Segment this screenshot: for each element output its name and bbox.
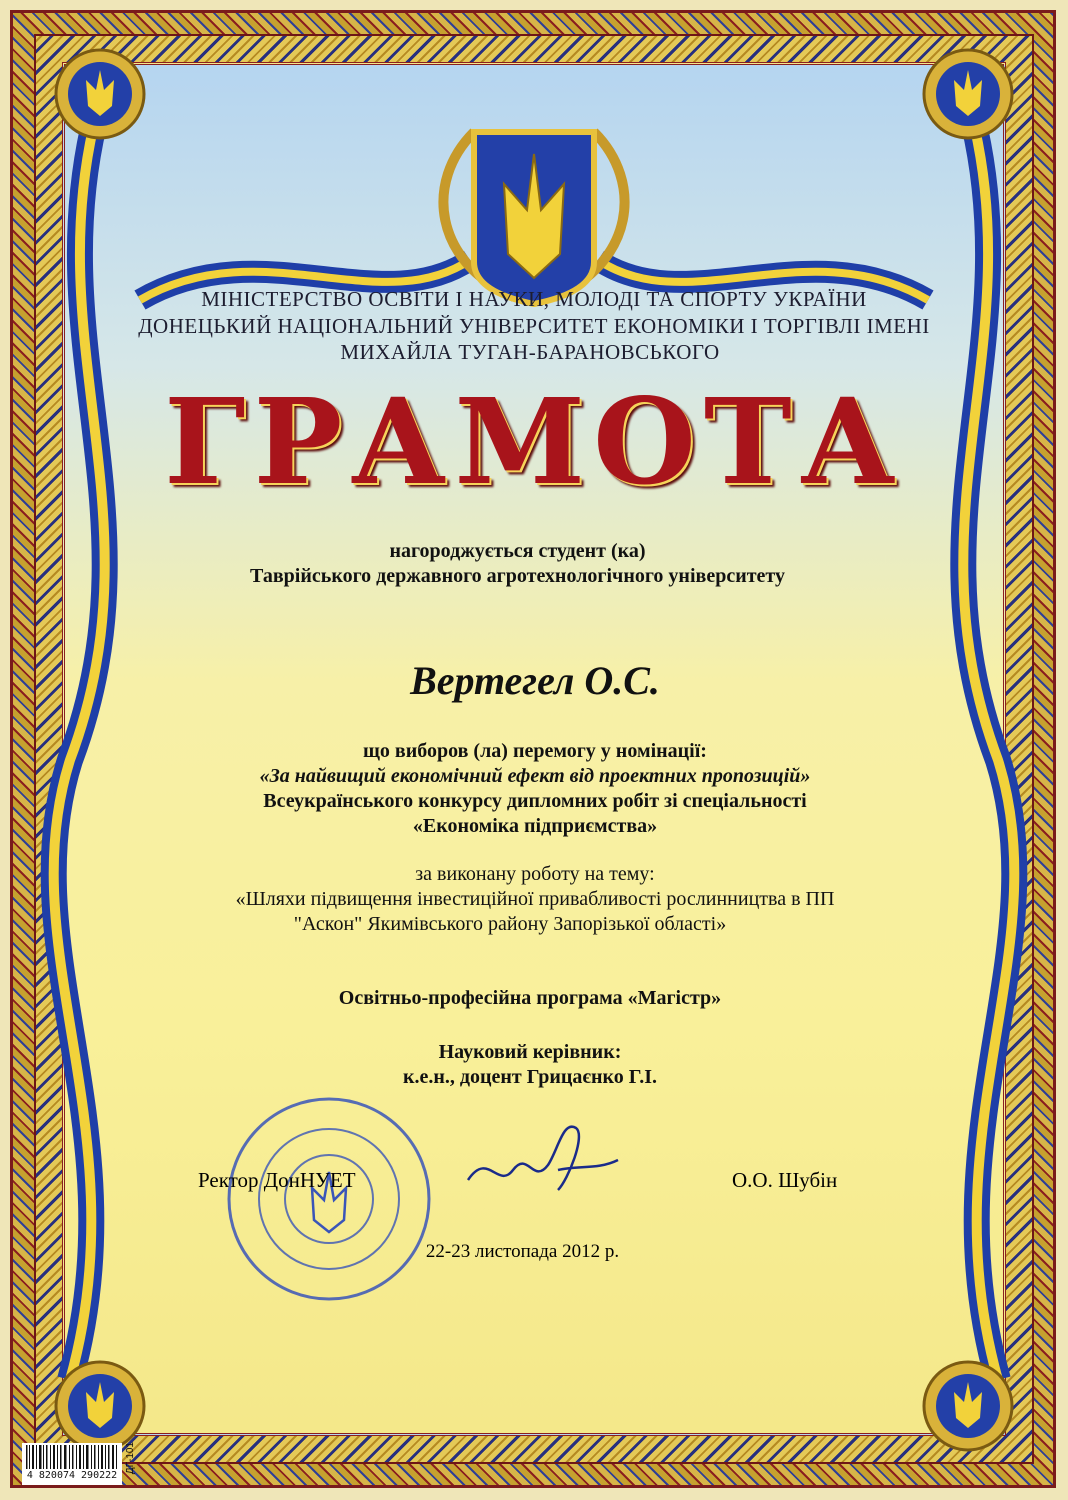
corner-trident-icon <box>52 46 148 142</box>
seal-stamp-icon <box>224 1094 434 1304</box>
university-line: ДОНЕЦЬКИЙ НАЦІОНАЛЬНИЙ УНІВЕРСИТЕТ ЕКОНОМІКИ І ТОРГІВЛІ ІМЕНІ <box>138 314 930 338</box>
supervisor-name: к.е.н., доцент Грицаєнко Г.І. <box>402 1066 658 1088</box>
university-name-line: МИХАЙЛА ТУГАН-БАРАНОВСЬКОГО <box>340 340 720 364</box>
supervisor-label: Науковий керівник: <box>438 1041 622 1063</box>
corner-trident-icon <box>920 46 1016 142</box>
corner-trident-icon <box>920 1358 1016 1454</box>
signature-icon <box>458 1110 628 1210</box>
ministry-line: МІНІСТЕРСТВО ОСВІТИ І НАУКИ, МОЛОДІ ТА СПОРТУ УКРАЇНИ <box>201 287 867 311</box>
awarded-line: нагороджується студент (ка) <box>389 540 646 562</box>
barcode-number: 4 820074 290222 <box>22 1470 122 1481</box>
trident-emblem-icon <box>404 92 664 312</box>
recipient-name: Вертегел О.С. <box>410 658 660 703</box>
topic-intro: за виконану роботу на тему: <box>415 863 655 885</box>
rector-label: Ректор ДонНУЕТ <box>198 1168 356 1192</box>
topic-line-2: "Аскон" Якимівського району Запорізької області» <box>293 913 727 935</box>
form-code: ДГ-101 <box>125 1442 136 1475</box>
contest-line: Всеукраїнського конкурсу дипломних робіт зі спеціальності <box>263 790 807 812</box>
award-date: 22-23 листопада 2012 р. <box>425 1241 620 1262</box>
topic-line: «Шляхи підвищення інвестиційної привабливості рослинництва в ПП <box>235 888 835 910</box>
reason-line: що виборов (ла) перемогу у номінації: <box>363 740 707 762</box>
specialty-line: «Економіка підприємства» <box>412 815 658 837</box>
institution-line: Таврійського державного агротехнологічного університету <box>250 565 785 587</box>
program-line: Освітньо-професійна програма «Магістр» <box>338 987 722 1009</box>
rector-name: О.О. Шубін <box>732 1168 838 1192</box>
corner-trident-icon <box>52 1358 148 1454</box>
nomination-line: «За найвищий економічний ефект від проектних пропозицій» <box>259 765 811 787</box>
certificate-title: ГРАМОТА <box>164 372 904 511</box>
